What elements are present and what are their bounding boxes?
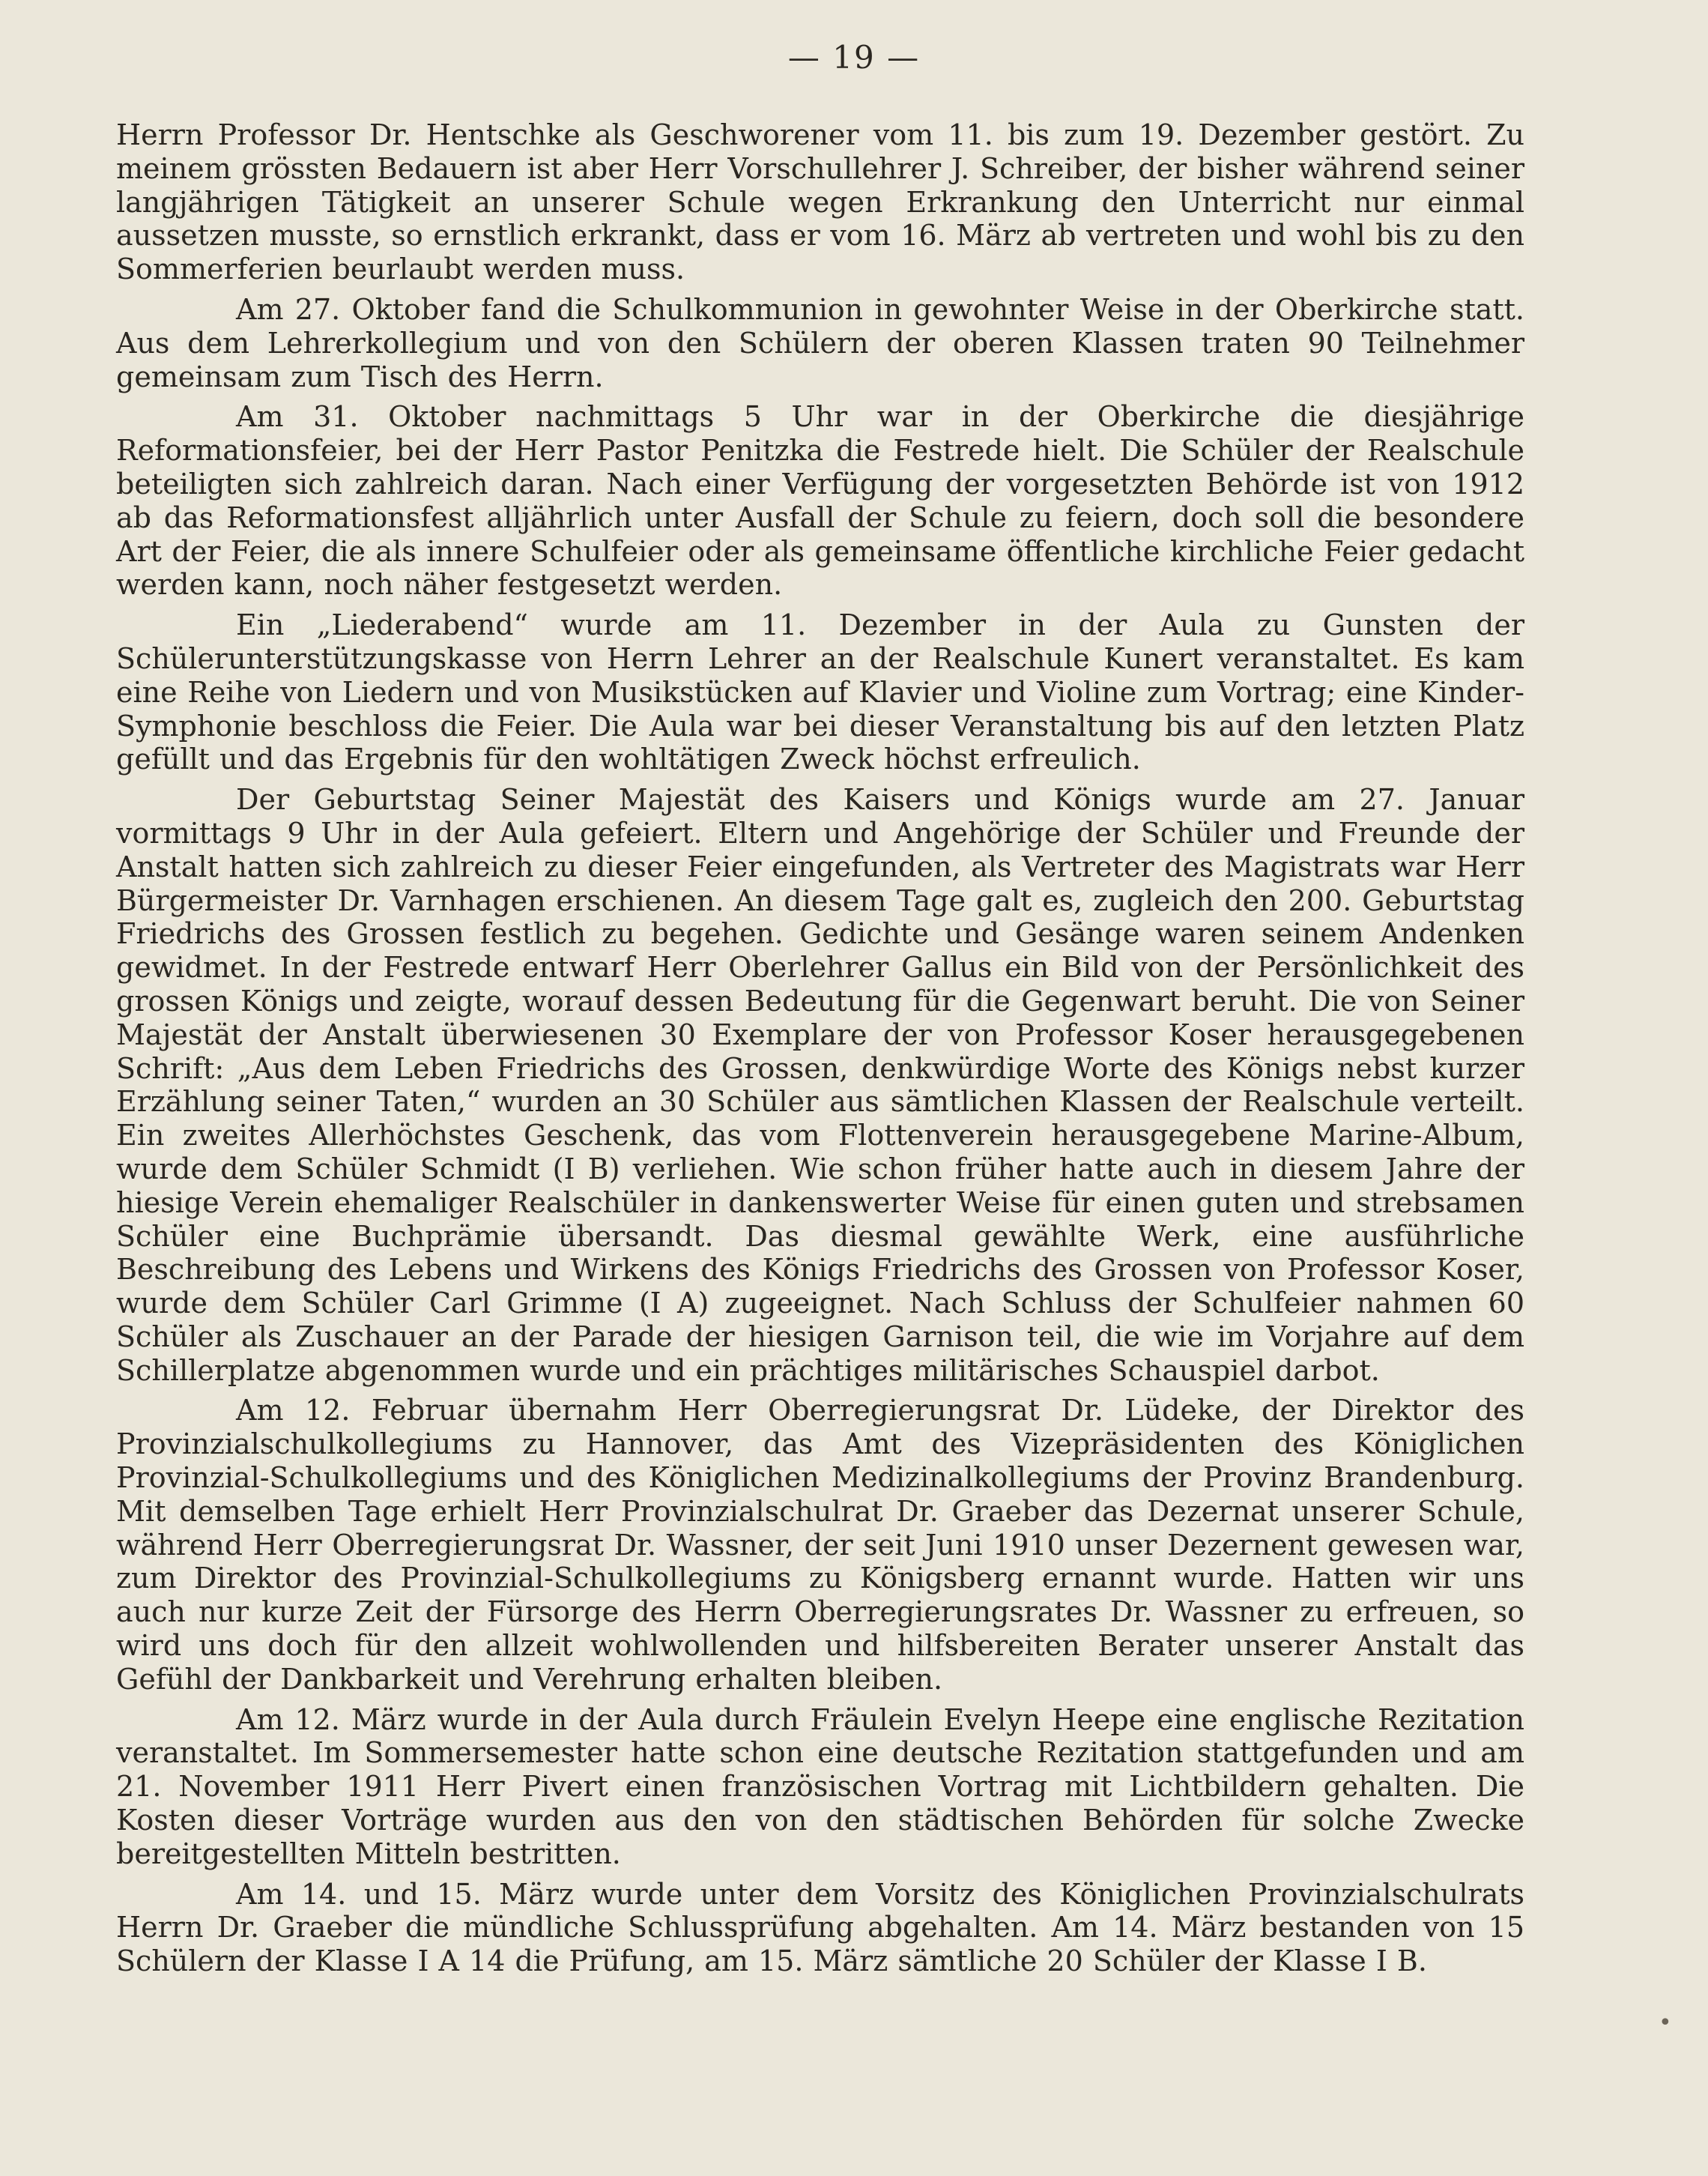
body-text: [116, 118, 1524, 1985]
margin-mark: •: [1659, 2010, 1672, 2036]
paragraph-schlusspruefung: Am 14. und 15. März wurde unter dem Vorsitz des Königlichen Provinzialschulrats Herrn Dr. Graeber die mündliche Schlussprüfung abgehalten. Am 14. März bestanden von 15 Schülern der Klasse I A 14 die Prüfung, am 15. März sämtliche 20 Schüler der Klasse I B.: [116, 1877, 1524, 1978]
paragraph-dezernat: Am 12. Februar übernahm Herr Oberregierungsrat Dr. Lüdeke, der Direktor des Provinzialschulkollegiums zu Hannover, das Amt des Vizepräsidenten des Königlichen Provinzial-Schulkollegiums und des Königlichen Medizinalkollegiums der Provinz Brandenburg. Mit demselben Tage erhielt Herr Provinzialschulrat Dr. Graeber das Dezernat unserer Schule, während Herr Oberregierungsrat Dr. Wassner, der seit Juni 1910 unser Dezernent gewesen war, zum Direktor des Provinzial-Schulkollegiums zu Königsberg ernannt wurde. Hatten wir uns auch nur kurze Zeit der Fürsorge des Herrn Oberregierungsrates Dr. Wassner zu erfreuen, so wird uns doch für den allzeit wohlwollenden und hilfsbereiten Berater unserer Anstalt das Gefühl der Dankbarkeit und Verehrung erhalten bleiben.: [116, 1394, 1524, 1696]
paragraph-reformationsfeier: Am 31. Oktober nachmittags 5 Uhr war in der Oberkirche die diesjährige Reformationsfeier, bei der Herr Pastor Penitzka die Festrede hielt. Die Schüler der Realschule beteiligten sich zahlreich daran. Nach einer Verfügung der vorgesetzten Behörde ist von 1912 ab das Reformationsfest alljährlich unter Ausfall der Schule zu feiern, doch soll die besondere Art der Feier, die als innere Schulfeier oder als gemeinsame öffentliche kirchliche Feier gedacht werden kann, noch näher festgesetzt werden.: [116, 400, 1524, 602]
paragraph-kaisers-geburtstag: Der Geburtstag Seiner Majestät des Kaisers und Königs wurde am 27. Januar vormittags 9 Uhr in der Aula gefeiert. Eltern und Angehörige der Schüler und Freunde der Anstalt hatten sich zahlreich zu dieser Feier eingefunden, als Vertreter des Magistrats war Herr Bürgermeister Dr. Varnhagen erschienen. An diesem Tage galt es, zugleich den 200. Geburtstag Friedrichs des Grossen festlich zu begehen. Gedichte und Gesänge waren seinem Andenken gewidmet. In der Festrede entwarf Herr Oberlehrer Gallus ein Bild von der Persönlichkeit des grossen Königs und zeigte, worauf dessen Bedeutung für die Gegenwart beruht. Die von Seiner Majestät der Anstalt überwiesenen 30 Exemplare der von Professor Koser herausgegebenen Schrift: „Aus dem Leben Friedrichs des Grossen, denkwürdige Worte des Königs nebst kurzer Erzählung seiner Taten,“ wurden an 30 Schüler aus sämtlichen Klassen der Realschule verteilt. Ein zweites Allerhöchstes Geschenk, das vom Flottenverein herausgegebene Marine-Album, wurde dem Schüler Schmidt (I B) verliehen. Wie schon früher hatte auch in diesem Jahre der hiesige Verein ehemaliger Realschüler in dankenswerter Weise für einen guten und strebsamen Schüler eine Buchprämie übersandt. Das diesmal gewählte Werk, eine ausführliche Beschreibung des Lebens und Wirkens des Königs Friedrichs des Grossen von Professor Koser, wurde dem Schüler Carl Grimme (I A) zugeeignet. Nach Schluss der Schulfeier nahmen 60 Schüler als Zuschauer an der Parade der hiesigen Garnison teil, die wie im Vorjahre auf dem Schillerplatze abgenommen wurde und ein prächtiges militärisches Schauspiel darbot.: [116, 783, 1524, 1387]
paragraph-rezitation: Am 12. März wurde in der Aula durch Fräulein Evelyn Heepe eine englische Rezitation veranstaltet. Im Sommersemester hatte schon eine deutsche Rezitation stattgefunden und am 21. November 1911 Herr Pivert einen französischen Vortrag mit Lichtbildern gehalten. Die Kosten dieser Vorträge wurden aus den von den städtischen Behörden für solche Zwecke bereitgestellten Mitteln bestritten.: [116, 1702, 1524, 1870]
page-number: — 19 —: [787, 39, 921, 76]
paragraph-schulkommunion: Am 27. Oktober fand die Schulkommunion in gewohnter Weise in der Oberkirche statt. Aus dem Lehrerkollegium und von den Schülern der oberen Klassen traten 90 Teilnehmer gemeinsam zum Tisch des Herrn.: [116, 292, 1524, 393]
paragraph-continuation: Herrn Professor Dr. Hentschke als Geschworener vom 11. bis zum 19. Dezember gestört. Zu meinem grössten Bedauern ist aber Herr Vorschullehrer J. Schreiber, der bisher während seiner langjährigen Tätigkeit an unserer Schule wegen Erkrankung den Unterricht nur einmal aussetzen musste, so ernstlich erkrankt, dass er vom 16. März ab vertreten und wohl bis zu den Sommerferien beurlaubt werden muss.: [116, 118, 1524, 286]
paragraph-liederabend: Ein „Liederabend“ wurde am 11. Dezember in der Aula zu Gunsten der Schülerunterstützungskasse von Herrn Lehrer an der Realschule Kunert veranstaltet. Es kam eine Reihe von Liedern und von Musikstücken auf Klavier und Violine zum Vortrag; eine Kinder-Symphonie beschloss die Feier. Die Aula war bei dieser Veranstaltung bis auf den letzten Platz gefüllt und das Ergebnis für den wohltätigen Zweck höchst erfreulich.: [116, 608, 1524, 776]
